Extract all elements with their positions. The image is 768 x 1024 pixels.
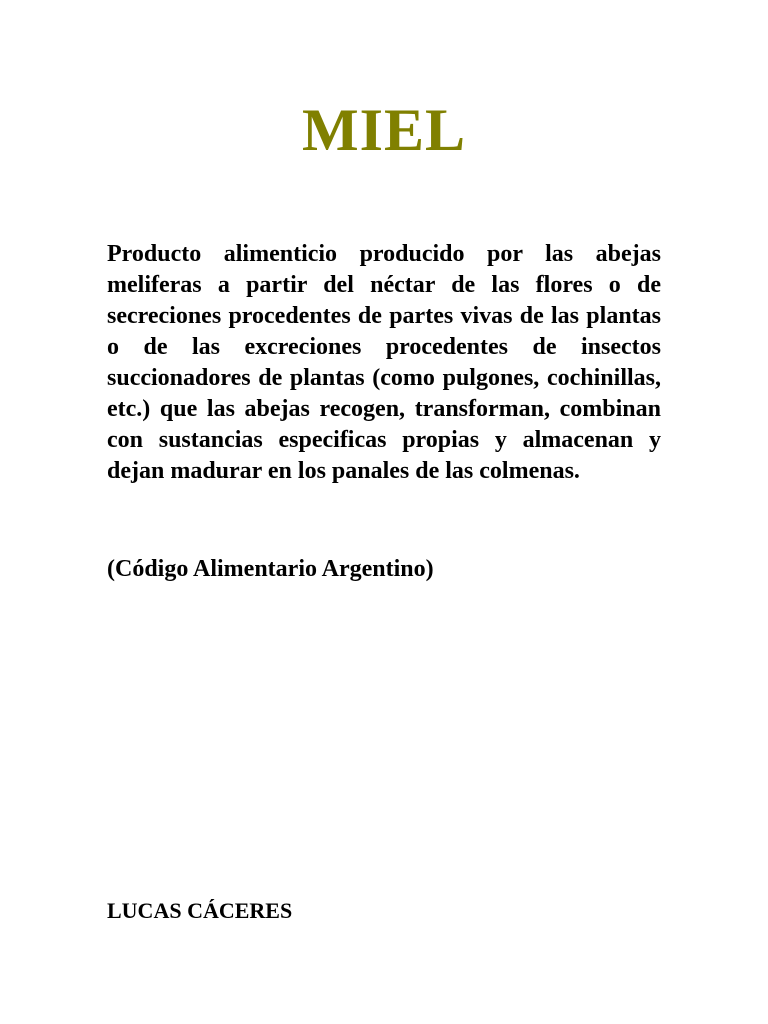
definition-paragraph: Producto alimenticio producido por las abejas meliferas a partir del néctar de las flores o de secreciones procedentes de partes vivas de las plantas o de las excreciones procedentes de insectos succionadores de plantas (como pulgones, cochinillas, etc.) que las abejas recogen, transforman, combinan con sustancias especificas propias y almacenan y dejan madurar en los panales de las colmenas. xyxy=(107,241,661,484)
source-citation: (Código Alimentario Argentino) xyxy=(107,556,434,582)
document-title: MIEL xyxy=(301,97,467,163)
author-name: LUCAS CÁCERES xyxy=(107,898,293,923)
